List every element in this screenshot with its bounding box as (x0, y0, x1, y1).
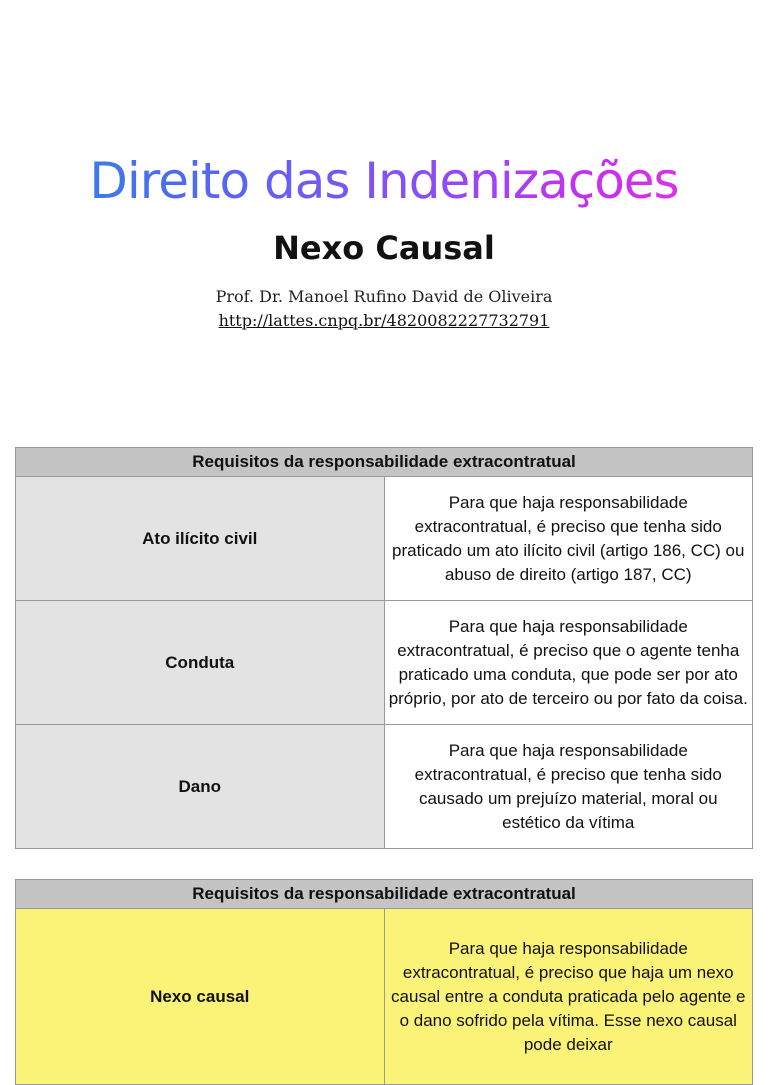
table-row (16, 909, 753, 1085)
table-header-row (16, 880, 753, 909)
table-row (16, 601, 753, 725)
table-row (16, 477, 753, 601)
table-row (16, 725, 753, 849)
table-heading: Requisitos da responsabilidade extracontratual (16, 880, 753, 909)
page-subtitle: Nexo Causal (273, 229, 495, 267)
requirements-table-1 (15, 447, 753, 849)
requirement-label: Conduta (16, 601, 385, 725)
requirement-description: Para que haja responsabilidade extracontratual, é preciso que tenha sido causado um prejuízo material, moral ou estético da vítima (384, 725, 753, 849)
requirement-description: Para que haja responsabilidade extracontratual, é preciso que haja um nexo causal entre a conduta praticada pelo agente e o dano sofrido pela vítima. Esse nexo causal pode deixar (384, 909, 753, 1085)
lattes-link[interactable]: http://lattes.cnpq.br/4820082227732791 (218, 311, 550, 330)
requirement-description: Para que haja responsabilidade extracontratual, é preciso que o agente tenha praticado uma conduta, que pode ser por ato próprio, por ato de terceiro ou por fato da coisa. (384, 601, 753, 725)
author-name: Prof. Dr. Manoel Rufino David de Oliveira (215, 287, 553, 306)
page-title: Direito das Indenizações (0, 145, 768, 217)
table-heading: Requisitos da responsabilidade extracontratual (16, 448, 753, 477)
requirement-label: Ato ilícito civil (16, 477, 385, 601)
table-header-row (16, 448, 753, 477)
requirement-description: Para que haja responsabilidade extracontratual, é preciso que tenha sido praticado um ato ilícito civil (artigo 186, CC) ou abuso de direito (artigo 187, CC) (384, 477, 753, 601)
requirements-table-2 (15, 879, 753, 1085)
requirement-label: Nexo causal (16, 909, 385, 1085)
requirement-label: Dano (16, 725, 385, 849)
